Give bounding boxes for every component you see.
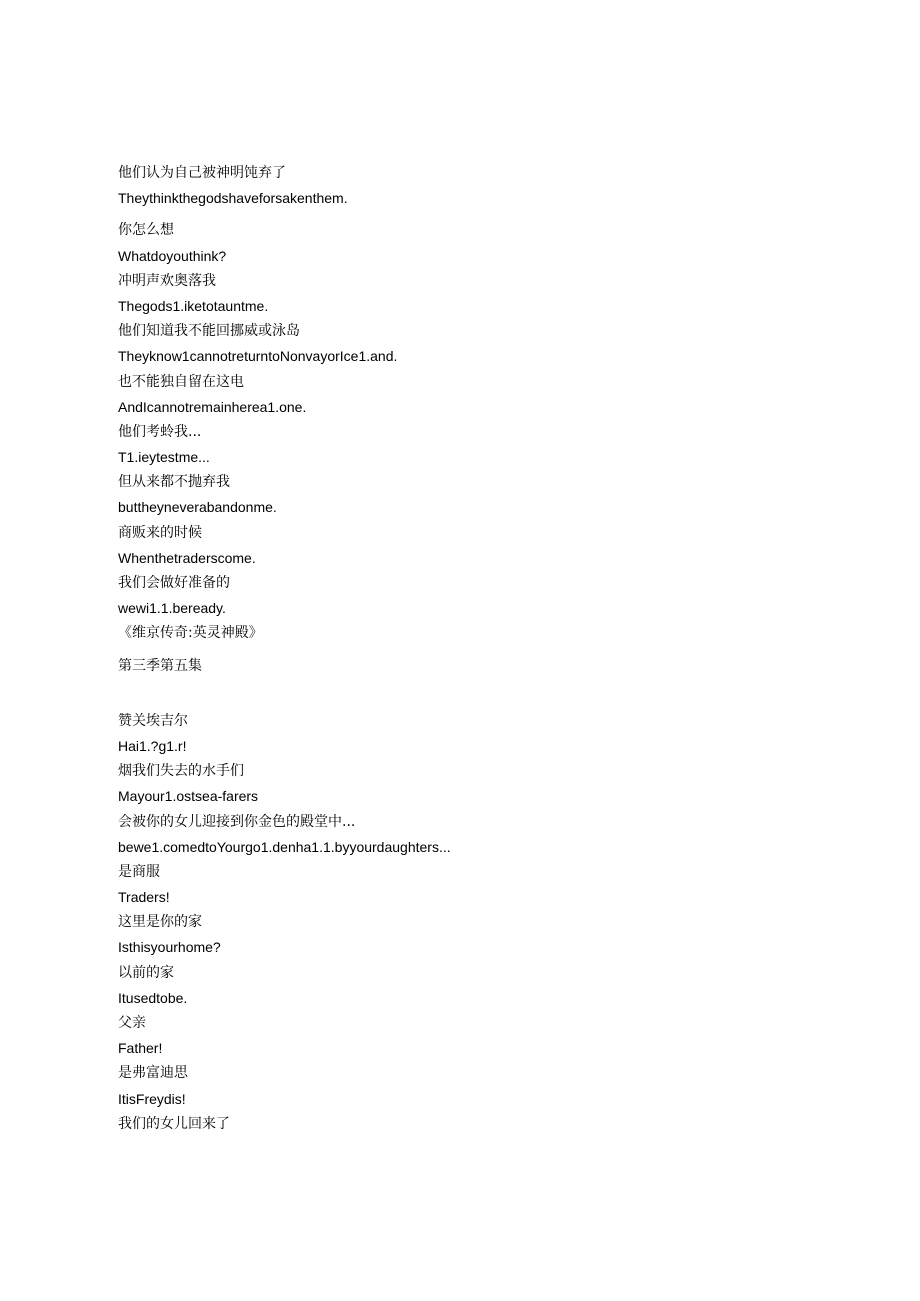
line-en: Father! — [118, 1040, 163, 1057]
line-en: Whenthetraderscome. — [118, 549, 256, 566]
spacer — [118, 647, 878, 654]
spacer — [118, 679, 878, 709]
line-zh: 他们知道我不能回挪威或泳岛 — [118, 323, 300, 340]
line-zh: 他们考蛉我... — [118, 423, 202, 440]
line-en: Isthisyourhome? — [118, 939, 221, 956]
line-en: Mayour1.ostsea-farers — [118, 788, 259, 805]
line-zh: 也不能独自留在这电 — [118, 373, 244, 390]
line-en: AndIcannotremainherea1.one. — [118, 398, 307, 415]
line-zh: 以前的家 — [118, 964, 174, 981]
line-zh: 是商服 — [118, 863, 160, 880]
line-en: Hai1.?g1.r! — [118, 737, 187, 754]
line-zh: 父亲 — [118, 1015, 146, 1031]
line-en: buttheyneverabandonme. — [118, 499, 277, 516]
line-en: Itusedtobe. — [118, 989, 188, 1006]
episode-number: 第三季第五集 — [118, 657, 202, 674]
line-en: T1.ieytestme... — [118, 449, 210, 466]
line-en: Whatdoyouthink? — [118, 247, 227, 264]
line-en: ItisFreydis! — [118, 1090, 186, 1107]
line-zh: 冲明声欢奥落我 — [118, 272, 216, 289]
line-en: Theyknow1cannotreturntoNonvayorIce1.and. — [118, 348, 398, 365]
line-zh: 我们会做好准备的 — [118, 575, 230, 591]
line-zh: 但从来都不抛弃我 — [118, 474, 230, 491]
episode-title: 《维京传奇:英灵神殿》 — [118, 625, 263, 642]
subtitle-transcript — [118, 161, 878, 1137]
line-zh: 会被你的女儿迎接到你金色的殿堂中... — [118, 813, 356, 830]
line-en: Traders! — [118, 889, 170, 906]
line-zh: 这里是你的家 — [118, 914, 202, 931]
line-en: Thegods1.iketotauntme. — [118, 297, 269, 314]
spacer — [118, 211, 878, 218]
line-en: wewi1.1.beready. — [118, 600, 226, 617]
line-zh: 赞关埃吉尔 — [118, 712, 188, 729]
line-zh: 我们的女儿回来了 — [118, 1115, 230, 1132]
line-zh: 你怎么想 — [118, 222, 174, 239]
line-en: bewe1.comedtoYourgo1.denha1.1.byyourdaughters... — [118, 838, 451, 855]
line-en: Theythinkthegodshaveforsakenthem. — [118, 190, 348, 207]
line-zh: 烟我们失去的水手们 — [118, 763, 244, 780]
line-zh: 他们认为自己被神明饨弃了 — [118, 165, 286, 181]
line-zh: 商贩来的时候 — [118, 524, 202, 541]
line-zh: 是弗富迪思 — [118, 1065, 188, 1082]
